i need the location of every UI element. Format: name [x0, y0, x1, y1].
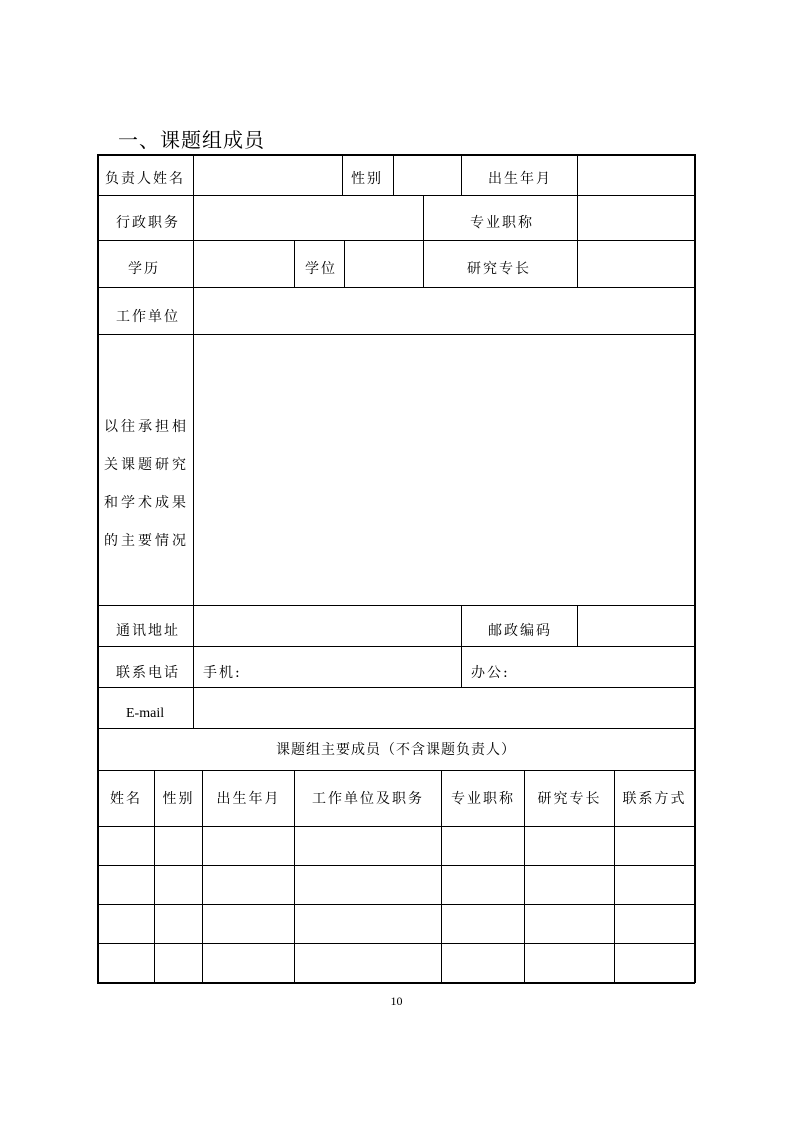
- gender-label: 性别: [351, 171, 383, 187]
- past-work-label-line: 以往承担相: [104, 419, 189, 435]
- birth-label: 出生年月: [488, 171, 552, 187]
- past-work-field[interactable]: [194, 335, 694, 605]
- col-divider: [461, 154, 462, 195]
- education-field[interactable]: [194, 241, 294, 287]
- page-number: 10: [390, 994, 403, 1008]
- past-work-label-line: 的主要情况: [104, 533, 189, 549]
- column-header: 工作单位及职务: [312, 790, 424, 807]
- column-header: 专业职称: [451, 790, 515, 807]
- leader-name-field[interactable]: [194, 155, 342, 195]
- table-border-bottom: [97, 982, 695, 984]
- expertise-field[interactable]: [578, 241, 694, 287]
- postcode-field[interactable]: [578, 606, 694, 646]
- birth-field[interactable]: [578, 155, 694, 195]
- workplace-field[interactable]: [194, 288, 694, 334]
- past-work-label-line: 关课题研究: [104, 457, 189, 473]
- col-divider: [294, 240, 295, 287]
- col-divider: [461, 605, 462, 646]
- column-header: 研究专长: [537, 790, 602, 807]
- office-label: 办公:: [471, 665, 510, 681]
- col-divider: [423, 240, 424, 287]
- address-label: 通讯地址: [116, 623, 180, 639]
- table-row[interactable]: [98, 905, 694, 943]
- workplace-label: 工作单位: [116, 309, 180, 325]
- mobile-field[interactable]: [250, 647, 460, 687]
- office-field[interactable]: [520, 647, 694, 687]
- mobile-label: 手机:: [203, 665, 242, 681]
- phone-label: 联系电话: [116, 665, 180, 681]
- section-title: 一、课题组成员: [118, 128, 265, 152]
- col-divider: [342, 154, 343, 195]
- past-work-label: [104, 408, 194, 560]
- column-header: 姓名: [110, 790, 142, 807]
- title-field[interactable]: [578, 196, 694, 240]
- table-row[interactable]: [98, 827, 694, 865]
- column-header: 性别: [162, 790, 195, 807]
- email-field[interactable]: [194, 688, 694, 728]
- position-field[interactable]: [194, 196, 423, 240]
- leader-name-label: 负责人姓名: [105, 171, 185, 187]
- col-divider: [461, 646, 462, 687]
- col-divider: [423, 195, 424, 240]
- column-header: 出生年月: [216, 790, 281, 807]
- postcode-label: 邮政编码: [488, 623, 552, 639]
- degree-label: 学位: [305, 261, 337, 277]
- table-row[interactable]: [98, 944, 694, 982]
- education-label: 学历: [128, 261, 160, 277]
- address-field[interactable]: [194, 606, 461, 646]
- table-row[interactable]: [98, 866, 694, 904]
- position-label: 行政职务: [116, 215, 180, 231]
- gender-field[interactable]: [394, 155, 461, 195]
- column-header: 联系方式: [622, 790, 687, 807]
- past-work-label-line: 和学术成果: [104, 495, 189, 511]
- table-border-right: [694, 154, 696, 983]
- degree-field[interactable]: [345, 241, 423, 287]
- members-heading: 课题组主要成员（不含课题负责人）: [276, 741, 516, 758]
- expertise-label: 研究专长: [467, 261, 531, 277]
- title-label: 专业职称: [470, 215, 534, 231]
- email-label: E-mail: [126, 706, 165, 721]
